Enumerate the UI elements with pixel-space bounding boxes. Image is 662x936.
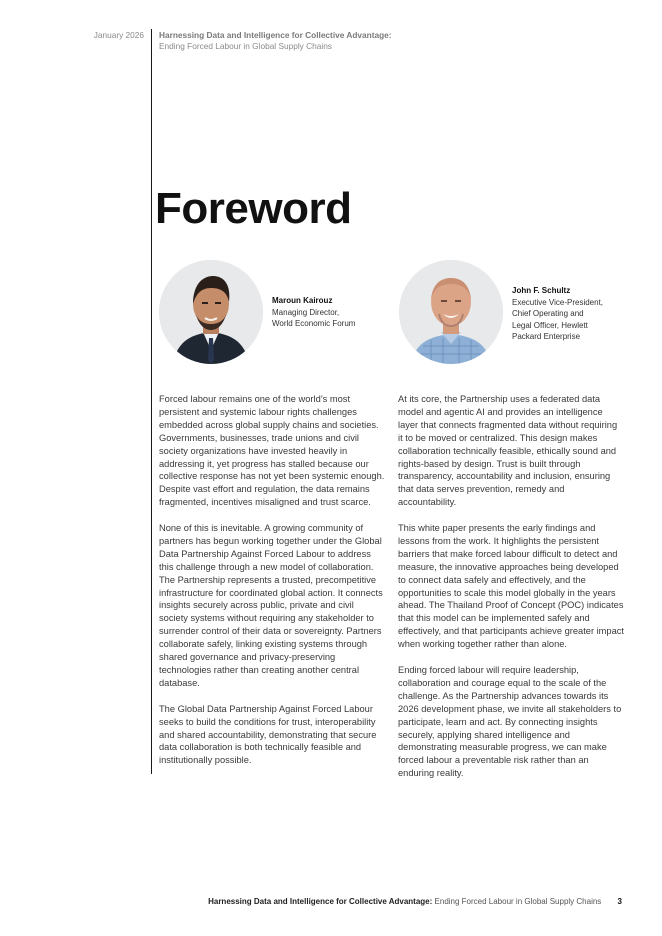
page-footer xyxy=(0,897,622,906)
body-paragraph: At its core, the Partnership uses a federated data model and agentic AI and provides an intelligence layer that connects fragmented data without requiring it to be moved or centralized. This design makes collaboration technically feasible, ethically sound and rights-based by design. Trust is built through transparency, accountability and inclusion, ensuring that data serves prevention, remedy and accountability. xyxy=(398,394,618,508)
vertical-rule xyxy=(151,29,152,774)
header-title-sub: Ending Forced Labour in Global Supply Chains xyxy=(159,41,332,51)
person-role-line: Managing Director, xyxy=(272,307,340,317)
caption-john-schultz xyxy=(512,285,603,343)
body-column-right xyxy=(398,393,624,793)
person-role-line: Executive Vice-President, xyxy=(512,297,604,307)
portrait-john-schultz xyxy=(399,260,503,364)
person-name: John F. Schultz xyxy=(512,286,571,295)
person-role-line: Chief Operating and xyxy=(512,309,584,318)
page-number: 3 xyxy=(617,897,622,906)
body-paragraph: The Global Data Partnership Against Forced Labour seeks to build the conditions for trust, interoperability and shared accountability, demonstrating that secure data collaboration is both technically feasible and institutionally possible. xyxy=(159,703,377,766)
person-role-line: Packard Enterprise xyxy=(512,332,581,341)
header-title-main: Harnessing Data and Intelligence for Collective Advantage: xyxy=(159,30,392,40)
person-role-line: Legal Officer, Hewlett xyxy=(512,320,588,330)
header-date: January 2026 xyxy=(93,30,144,40)
portrait-maroun-kairouz xyxy=(159,260,263,364)
person-role-line: World Economic Forum xyxy=(272,319,356,328)
body-paragraph: None of this is inevitable. A growing community of partners has begun working together under the Global Data Partnership Against Forced Labour to address this challenge through a new model of collaboration. The Partnership represents a trusted, precompetitive infrastructure for coordinated global action. It connects insights securely across public, private and civil society systems without requiring any stakeholder to surrender control of their data or sovereignty. Partners collaborate safely, linking existing systems through shared governance and privacy-preserving technologies rather than creating another central database. xyxy=(159,523,383,688)
body-paragraph: This white paper presents the early findings and lessons from the work. It highlights the persistent barriers that make forced labour difficult to detect and measure, the innovative approaches being developed to connect data safely and effectively, and the opportunities to scale this model globally in the years ahead. The Thailand Proof of Concept (POC) indicates that this model can be implemented safely and effectively, and that participants achieve greater impact when working together rather than alone. xyxy=(398,523,625,650)
person-name: Maroun Kairouz xyxy=(272,296,333,305)
footer-title-sub: Ending Forced Labour in Global Supply Chains xyxy=(434,897,602,906)
page-heading: Foreword xyxy=(155,184,352,233)
body-paragraph: Ending forced labour will require leadership, collaboration and courage equal to the scale of the challenge. As the Partnership advances towards its 2026 development phase, we invite all stakeholders to participate, learn and act. By connecting insights securely, applying shared intelligence and demonstrating measurable progress, we can make forced labour a preventable risk rather than an enduring reality. xyxy=(398,665,622,779)
caption-maroun-kairouz xyxy=(272,295,355,330)
header-title xyxy=(159,30,392,52)
body-column-left xyxy=(159,393,385,780)
body-paragraph: Forced labour remains one of the world’s most persistent and systemic labour rights challenges embedded across global supply chains and societies. Governments, businesses, trade unions and civil society organizations have invested heavily in addressing it, yet progress has stalled because our collective response has not yet been systemic enough. Despite vast effort and regulation, the data remains fragmented, incentives misaligned and trust scarce. xyxy=(159,394,385,508)
footer-title-main: Harnessing Data and Intelligence for Collective Advantage: xyxy=(208,897,433,906)
